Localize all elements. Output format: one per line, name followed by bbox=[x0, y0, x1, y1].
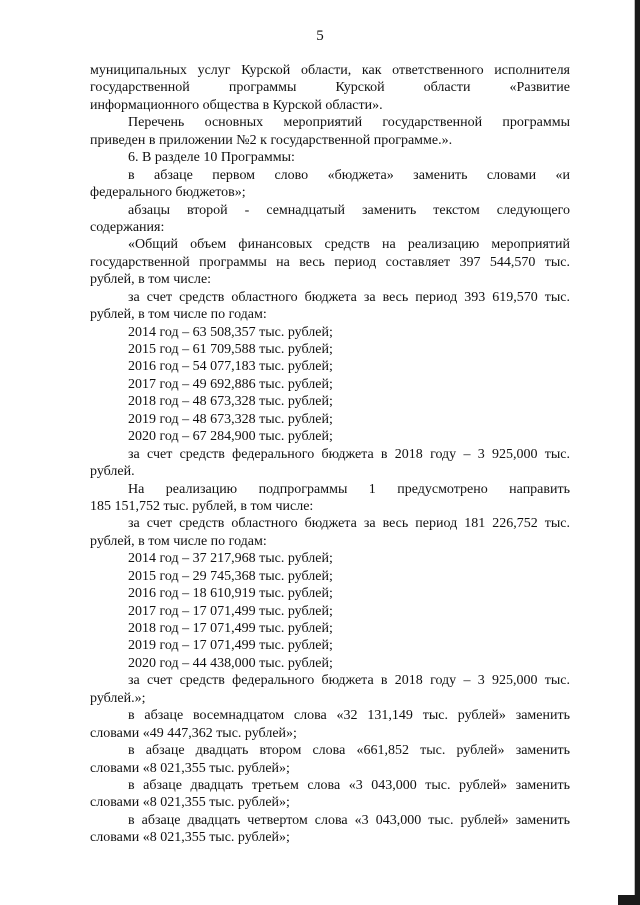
text-line: рублей.»; bbox=[90, 690, 146, 706]
text-line: 6. В разделе 10 Программы: bbox=[128, 150, 295, 166]
text-line: за счет средств федерального бюджета в 2018 году – 3 925,000 тыс. bbox=[128, 446, 570, 462]
text-line: за счет средств областного бюджета за весь период 181 226,752 тыс. bbox=[128, 516, 570, 532]
text-line: 2020 год – 67 284,900 тыс. рублей; bbox=[128, 429, 333, 445]
scan-corner-mark bbox=[618, 895, 640, 905]
text-line: словами «49 447,362 тыс. рублей»; bbox=[90, 725, 297, 741]
text-line: «Общий объем финансовых средств на реализацию мероприятий bbox=[128, 237, 570, 253]
text-line: 2020 год – 44 438,000 тыс. рублей; bbox=[128, 655, 333, 671]
text-line: 2015 год – 61 709,588 тыс. рублей; bbox=[128, 342, 333, 357]
text-line: федерального бюджетов»; bbox=[90, 185, 246, 201]
text-line: 2016 год – 18 610,919 тыс. рублей; bbox=[128, 586, 333, 602]
scan-edge-border bbox=[635, 0, 640, 905]
text-line: содержания: bbox=[90, 219, 165, 235]
text-line: рублей, в том числе по годам: bbox=[90, 307, 267, 323]
document-body bbox=[90, 62, 570, 847]
text-line: в абзаце первом слово «бюджета» заменить словами «и bbox=[128, 167, 570, 183]
page-number: 5 bbox=[316, 28, 324, 44]
text-line: в абзаце двадцать втором слова «661,852 тыс. рублей» заменить bbox=[128, 743, 570, 759]
text-line: 2018 год – 48 673,328 тыс. рублей; bbox=[128, 394, 333, 410]
text-line: словами «8 021,355 тыс. рублей»; bbox=[90, 830, 290, 846]
text-line: рублей, в том числе: bbox=[90, 272, 212, 288]
text-line: 2019 год – 17 071,499 тыс. рублей; bbox=[128, 638, 333, 654]
text-line: в абзаце двадцать третьем слова «3 043,000 тыс. рублей» заменить bbox=[128, 777, 570, 793]
text-line: рублей. bbox=[90, 464, 135, 480]
text-line: 2018 год – 17 071,499 тыс. рублей; bbox=[128, 621, 333, 636]
text-line: Перечень основных мероприятий государственной программы bbox=[128, 115, 570, 131]
text-line: 185 151,752 тыс. рублей, в том числе: bbox=[90, 498, 314, 514]
text-line: 2017 год – 49 692,886 тыс. рублей; bbox=[128, 376, 333, 392]
text-line: 2019 год – 48 673,328 тыс. рублей; bbox=[128, 411, 333, 427]
text-line: 2016 год – 54 077,183 тыс. рублей; bbox=[128, 359, 333, 375]
text-line: государственной программы Курской области «Развитие bbox=[90, 80, 570, 96]
text-line: государственной программы на весь период составляет 397 544,570 тыс. bbox=[90, 254, 570, 270]
text-line: приведен в приложении №2 к государственной программе.». bbox=[90, 132, 453, 148]
text-line: за счет средств федерального бюджета в 2018 году – 3 925,000 тыс. bbox=[128, 673, 570, 689]
text-line: муниципальных услуг Курской области, как ответственного исполнителя bbox=[90, 63, 570, 78]
text-line: абзацы второй - семнадцатый заменить текстом следующего bbox=[128, 202, 570, 218]
text-line: в абзаце двадцать четвертом слова «3 043,000 тыс. рублей» заменить bbox=[128, 812, 570, 828]
text-line: рублей, в том числе по годам: bbox=[90, 533, 267, 549]
text-line: 2015 год – 29 745,368 тыс. рублей; bbox=[128, 568, 333, 584]
text-line: 2014 год – 63 508,357 тыс. рублей; bbox=[128, 324, 333, 340]
text-line: словами «8 021,355 тыс. рублей»; bbox=[90, 760, 290, 776]
text-line: информационного общества в Курской области». bbox=[90, 97, 383, 113]
text-line: за счет средств областного бюджета за весь период 393 619,570 тыс. bbox=[128, 289, 570, 305]
text-line: в абзаце восемнадцатом слова «32 131,149 тыс. рублей» заменить bbox=[128, 708, 570, 724]
text-line: 2017 год – 17 071,499 тыс. рублей; bbox=[128, 603, 333, 619]
text-line: На реализацию подпрограммы 1 предусмотрено направить bbox=[128, 481, 570, 497]
text-line: словами «8 021,355 тыс. рублей»; bbox=[90, 795, 290, 811]
text-line: 2014 год – 37 217,968 тыс. рублей; bbox=[128, 551, 333, 567]
